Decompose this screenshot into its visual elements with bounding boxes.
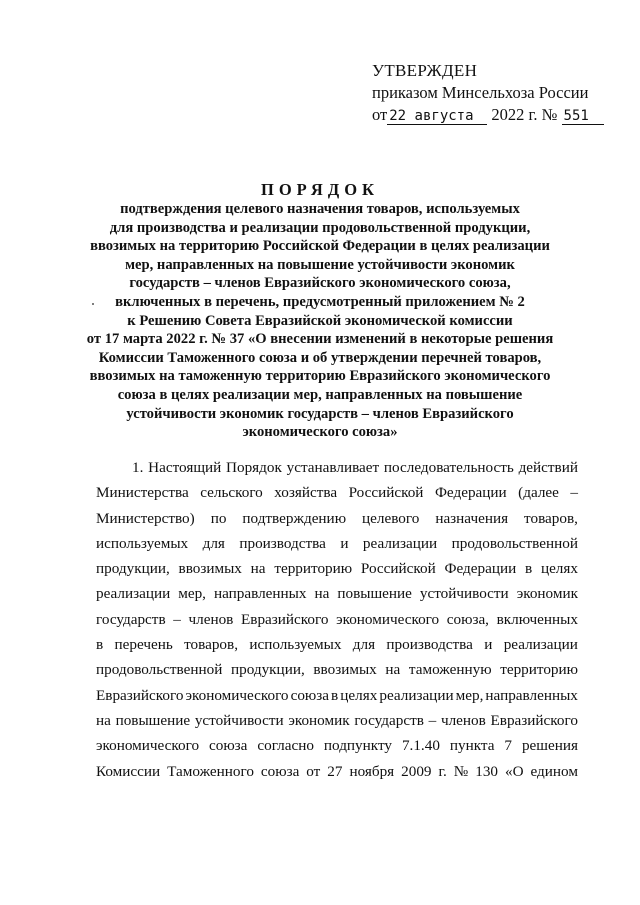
scan-speck <box>92 303 94 305</box>
document-title: ПОРЯДОК <box>261 180 379 199</box>
subtitle-line: государств – членов Евразийского экономического союза, <box>129 275 511 292</box>
body-line: реализации мер, направленных на повышение устойчивости экономик <box>96 585 578 603</box>
document-subtitle <box>60 200 580 442</box>
handwritten-number: 551 <box>562 108 604 125</box>
body-line: Комиссии Таможенного союза от 27 ноября 2009 г. № 130 «О едином <box>96 762 578 780</box>
subtitle-line: ввозимых на таможенную территорию Евразийского экономического <box>89 368 551 385</box>
body-line: в перечень товаров, используемых для производства и реализации <box>96 636 578 654</box>
body-line: на повышение устойчивости экономик государств – членов Евразийского <box>96 711 578 729</box>
subtitle-line: союза в целях реализации мер, направленных на повышение <box>117 386 523 403</box>
body-line: используемых для производства и реализации продовольственной <box>96 534 578 552</box>
subtitle-line: экономического союза» <box>242 424 398 441</box>
approval-heading: УТВЕРЖДЕН <box>372 61 478 80</box>
date-prefix: от <box>372 105 388 124</box>
subtitle-line: Комиссии Таможенного союза и об утверждении перечней товаров, <box>98 349 542 366</box>
body-line: Министерство) по подтверждению целевого назначения товаров, <box>96 509 578 527</box>
body-line: Министерства сельского хозяйства Российской Федерации (далее – <box>96 484 578 502</box>
body-line: экономического союза согласно подпункту 7.1.40 пункта 7 решения <box>96 737 578 755</box>
subtitle-line: подтверждения целевого назначения товаров, используемых <box>120 201 520 217</box>
subtitle-line: от 17 марта 2022 г. № 37 «О внесении изменений в некоторые решения <box>86 331 554 348</box>
body-line: продовольственной продукции, ввозимых на таможенную территорию <box>96 661 578 679</box>
subtitle-line: к Решению Совета Евразийской экономической комиссии <box>127 312 513 329</box>
document-body <box>96 455 578 784</box>
body-line: продукции, ввозимых на территорию Российской Федерации в целях <box>96 560 578 578</box>
body-line: государств – членов Евразийского экономического союза, включенных <box>96 610 578 628</box>
approval-date-line <box>372 104 622 126</box>
handwritten-date: 22 августа <box>387 108 487 125</box>
subtitle-line: устойчивости экономик государств – членов Евразийского <box>126 405 514 422</box>
subtitle-line: для производства и реализации продовольственной продукции, <box>109 219 531 236</box>
year-text: 2022 г. № <box>491 105 558 124</box>
approval-order-line: приказом Минсельхоза России <box>372 83 589 102</box>
subtitle-line: включенных в перечень, предусмотренный приложением № 2 <box>115 293 525 310</box>
subtitle-line: мер, направленных на повышение устойчивости экономик <box>125 256 515 273</box>
approval-stamp <box>372 60 622 126</box>
body-line: 1. Настоящий Порядок устанавливает последовательность действий <box>132 459 578 476</box>
subtitle-line: ввозимых на территорию Российской Федерации в целях реализации <box>90 238 550 255</box>
body-line: Евразийского экономического союза в целях реализации мер, направленных <box>96 686 578 704</box>
